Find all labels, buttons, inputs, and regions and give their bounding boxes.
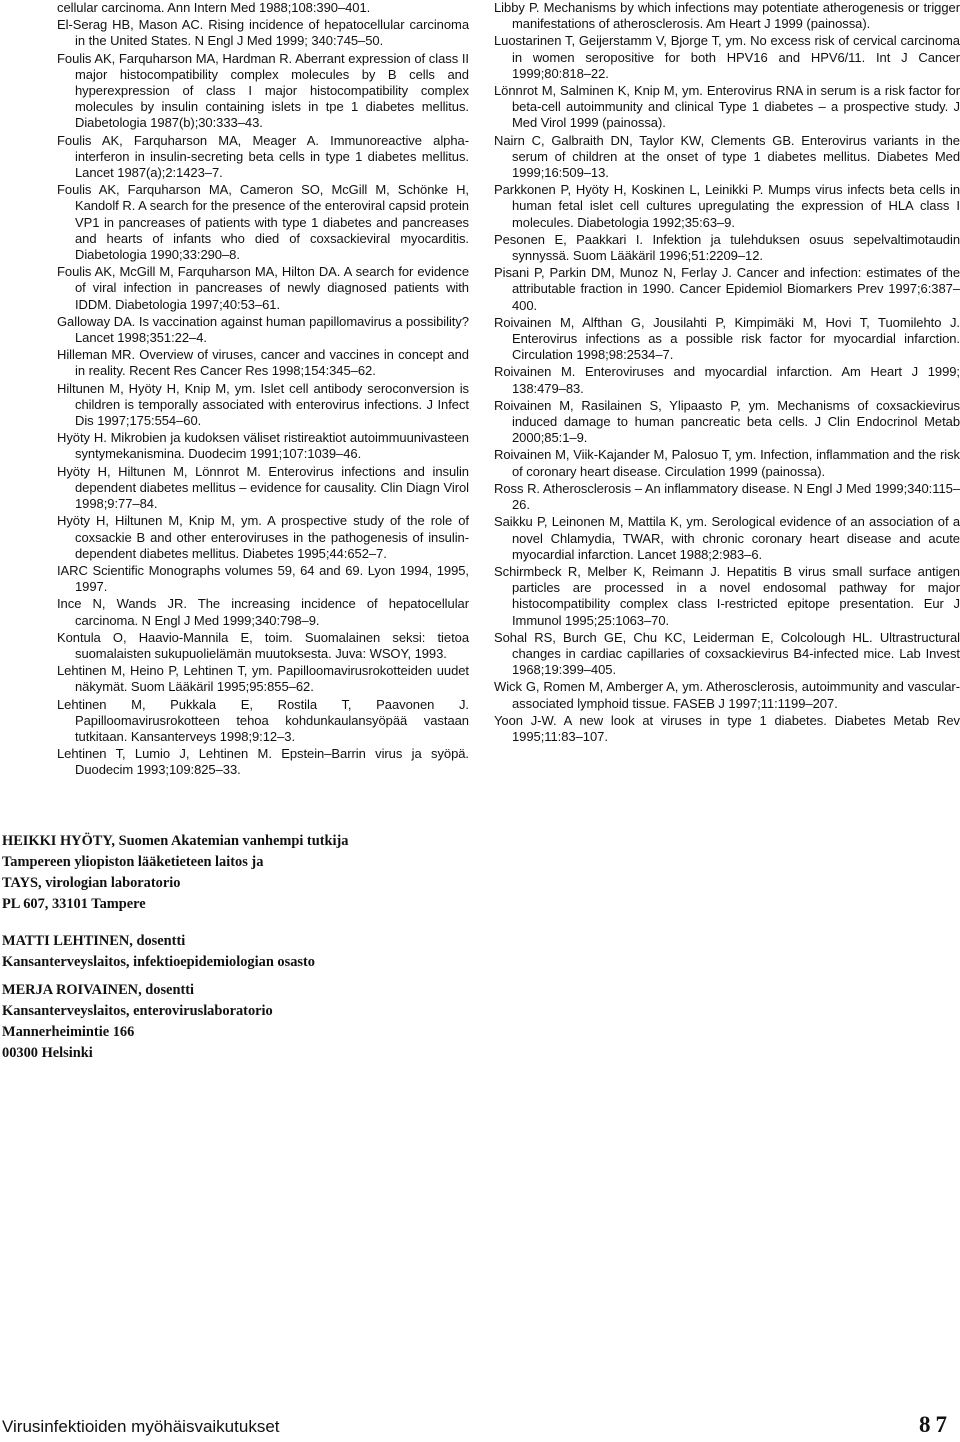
- reference-entry: cellular carcinoma. Ann Intern Med 1988;108:390–401.: [57, 0, 371, 15]
- reference-entry: Lehtinen M, Heino P, Lehtinen T, ym. Papilloomavirusrokotteiden uudet näkymät. Suom Lääkäril 1995;95:855–62.: [57, 663, 469, 695]
- reference-entry: Lönnrot M, Salminen K, Knip M, ym. Enterovirus RNA in serum is a risk factor for beta-cell autoimmunity and clinical Type 1 diabetes – a prospective study. J Med Virol 1999 (painossa).: [494, 83, 960, 131]
- reference-entry: Lehtinen M, Pukkala E, Rostila T, Paavonen J. Papilloomavirusrokotteen tehoa kohdunkaulansyöpää vastaan tutkitaan. Kansanterveys 1998;9:12–3.: [57, 696, 469, 744]
- author-line: Kansanterveyslaitos, infektioepidemiologian osasto: [2, 954, 316, 970]
- author-line: Tampereen yliopiston lääketieteen laitos ja: [2, 854, 264, 870]
- reference-entry: Yoon J-W. A new look at viruses in type 1 diabetes. Diabetes Metab Rev 1995;11:83–107.: [494, 712, 960, 744]
- reference-entry: Roivainen M, Rasilainen S, Ylipaasto P, ym. Mechanisms of coxsackievirus induced damage to human pancreatic beta cells. J Clin Endocrinol Metab 2000;85:1–9.: [494, 397, 960, 446]
- author-block: [2, 831, 602, 915]
- reference-entry: Luostarinen T, Geijerstamm V, Bjorge T, ym. No excess risk of cervical carcinoma in women seropositive for both HPV16 and HPV6/11. Int J Cancer 1999;80:818–22.: [494, 33, 960, 81]
- author-line: HEIKKI HYÖTY, Suomen Akatemian vanhempi tutkija: [2, 833, 349, 849]
- author-block: [2, 980, 602, 1064]
- reference-entry: Pesonen E, Paakkari I. Infektion ja tulehduksen osuus sepelvaltimotaudin synnyssä. Suom Lääkäril 1996;51:2209–12.: [494, 231, 960, 264]
- reference-entry: IARC Scientific Monographs volumes 59, 64 and 69. Lyon 1994, 1995, 1997.: [57, 562, 469, 595]
- reference-entry: Roivainen M, Viik-Kajander M, Palosuo T, ym. Infection, inflammation and the risk of coronary heart disease. Circulation 1999 (painossa).: [494, 447, 960, 479]
- reference-entry: Hiltunen M, Hyöty H, Knip M, ym. Islet cell antibody seroconversion is children is temporally associated with enterovirus infections. J Infect Dis 1997;175:554–60.: [57, 380, 469, 429]
- reference-entry: Saikku P, Leinonen M, Mattila K, ym. Serological evidence of an association of a novel Chlamydia, TWAR, with chronic coronary heart disease and acute myocardial infarction. Lancet 1988;2:983–6.: [494, 514, 960, 562]
- author-line: PL 607, 33101 Tampere: [2, 896, 146, 912]
- reference-entry: Roivainen M, Alfthan G, Jousilahti P, Kimpimäki M, Hovi T, Tuomilehto J. Enterovirus infections as a possible risk factor for myocardial infarction. Circulation 1998;98:2534–7.: [494, 314, 960, 363]
- reference-entry: Hyöty H, Hiltunen M, Lönnrot M. Enterovirus infections and insulin dependent diabetes mellitus – evidence for causality. Clin Diagn Virol 1998;9:77–84.: [57, 463, 469, 512]
- author-line: TAYS, virologian laboratorio: [2, 875, 181, 891]
- author-block: [2, 931, 602, 973]
- reference-entry: Ince N, Wands JR. The increasing incidence of hepatocellular carcinoma. N Engl J Med 1999;340:798–9.: [57, 596, 469, 628]
- reference-entry: Hyöty H. Mikrobien ja kudoksen väliset ristireaktiot autoimmuunivasteen syntymekanismina. Duodecim 1991;107:1039–46.: [57, 430, 469, 462]
- reference-entry: Wick G, Romen M, Amberger A, ym. Atherosclerosis, autoimmunity and vascular-associated lymphoid tissue. FASEB J 1997;11:1199–207.: [494, 679, 960, 711]
- reference-entry: Roivainen M. Enteroviruses and myocardial infarction. Am Heart J 1999; 138:479–83.: [494, 364, 960, 396]
- author-line: Kansanterveyslaitos, enteroviruslaboratorio: [2, 1003, 273, 1019]
- reference-entry: Libby P. Mechanisms by which infections may potentiate atherogenesis or trigger manifestations of atherosclerosis. Am Heart J 1999 (painossa).: [494, 0, 960, 32]
- reference-entry: Parkkonen P, Hyöty H, Koskinen L, Leinikki P. Mumps virus infects beta cells in human fetal islet cell cultures upregulating the expression of HLA class I molecules. Diabetologia 1992;35:63–9.: [494, 182, 960, 230]
- reference-entry: Schirmbeck R, Melber K, Reimann J. Hepatitis B virus small surface antigen particles are processed in a novel endosomal pathway for major histocompatibility complex class I-restricted epitope presentation. Eur J Immunol 1995;25:1063–70.: [494, 563, 960, 628]
- references-left-column: [57, 0, 469, 779]
- author-line: MATTI LEHTINEN, dosentti: [2, 933, 186, 949]
- page-number: 87: [919, 1412, 952, 1437]
- reference-entry: Galloway DA. Is vaccination against human papillomavirus a possibility? Lancet 1998;351:22–4.: [57, 313, 469, 346]
- reference-entry: Nairn C, Galbraith DN, Taylor KW, Clements GB. Enterovirus variants in the serum of children at the onset of type 1 diabetes mellitus. Diabetes Med 1999;16:509–13.: [494, 132, 960, 181]
- author-line: 00300 Helsinki: [2, 1045, 93, 1061]
- reference-entry: Foulis AK, Farquharson MA, Meager A. Immunoreactive alpha-interferon in insulin-secreting beta cells in type 1 diabetes mellitus. Lancet 1987(a);2:1423–7.: [57, 132, 469, 181]
- reference-entry: Foulis AK, McGill M, Farquharson MA, Hilton DA. A search for evidence of viral infection in pancreases of newly diagnosed patients with IDDM. Diabetologia 1997;40:53–61.: [57, 264, 469, 312]
- reference-entry: Hyöty H, Hiltunen M, Knip M, ym. A prospective study of the role of coxsackie B and other enteroviruses in the pathogenesis of insulin-dependent diabetes mellitus. Diabetes 1995;44:652–7.: [57, 513, 469, 561]
- author-affiliations: [2, 831, 602, 1064]
- reference-entry: Foulis AK, Farquharson MA, Hardman R. Aberrant expression of class II major histocompatibility complex molecules by B cells and hyperexpression of class I major histocompatibility complex molecules by insulin containing islets in tpe 1 diabetes mellitus. Diabetologia 1987(b);30:333–43.: [57, 50, 469, 131]
- author-line: Mannerheimintie 166: [2, 1024, 135, 1040]
- author-line: MERJA ROIVAINEN, dosentti: [2, 982, 195, 998]
- references-right-column: [494, 0, 960, 745]
- reference-entry: El-Serag HB, Mason AC. Rising incidence of hepatocellular carcinoma in the United States. N Engl J Med 1999; 340:745–50.: [57, 17, 469, 49]
- reference-entry: Ross R. Atherosclerosis – An inflammatory disease. N Engl J Med 1999;340:115–26.: [494, 480, 960, 513]
- reference-entry: Sohal RS, Burch GE, Chu KC, Leiderman E, Colcolough HL. Ultrastructural changes in cardiac capillaries of coxsackievirus B4-infected mice. Lab Invest 1968;19:399–405.: [494, 629, 960, 678]
- reference-entry: Kontula O, Haavio-Mannila E, toim. Suomalainen seksi: tietoa suomalaisten sukupuolielämän muutoksesta. Juva: WSOY, 1993.: [57, 629, 469, 661]
- running-footer-title: Virusinfektioiden myöhäisvaikutukset: [2, 1417, 280, 1436]
- reference-entry: Lehtinen T, Lumio J, Lehtinen M. Epstein–Barrin virus ja syöpä. Duodecim 1993;109:825–33.: [57, 746, 469, 778]
- reference-entry: Hilleman MR. Overview of viruses, cancer and vaccines in concept and in reality. Recent Res Cancer Res 1998;154:345–62.: [57, 347, 469, 379]
- reference-entry: Foulis AK, Farquharson MA, Cameron SO, McGill M, Schönke H, Kandolf R. A search for the presence of the enteroviral capsid protein VP1 in pancreases of patients with type 1 diabetes and pancreases and hearts of infants who died of coxsackieviral myocarditis. Diabetologia 1990;33:290–8.: [57, 182, 469, 263]
- reference-entry: Pisani P, Parkin DM, Munoz N, Ferlay J. Cancer and infection: estimates of the attributable fraction in 1990. Cancer Epidemiol Biomarkers Prev 1997;6:387–400.: [494, 265, 960, 313]
